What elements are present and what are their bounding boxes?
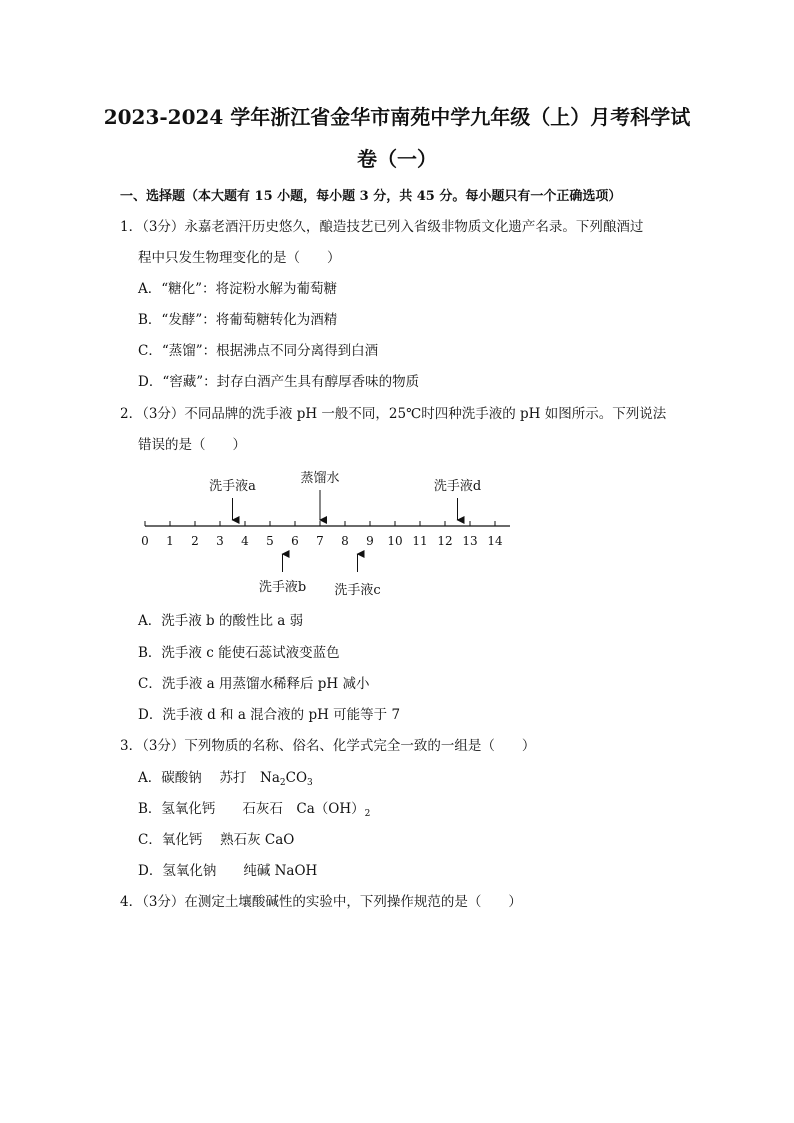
q1-stem-line-2: 程中只发生物理变化的是（ ）	[138, 250, 341, 266]
ph-marker-label: 洗手液c	[334, 583, 381, 598]
ph-marker-label: 洗手液b	[258, 580, 307, 595]
q4-stem: 4．（3分）在测定土壤酸碱性的实验中，下列操作规范的是（ ）	[120, 894, 522, 910]
q1-option-d: D．“窖藏”：封存白酒产生具有醇厚香味的物质	[138, 374, 420, 390]
ph-tick-label: 8	[341, 534, 349, 548]
q3-option-c: C．氧化钙 熟石灰 CaO	[138, 832, 295, 848]
ph-tick-label: 5	[266, 534, 274, 548]
ph-tick-label: 11	[412, 534, 428, 548]
ph-tick-label: 9	[366, 534, 374, 548]
q3-option-b-sub: 2	[364, 809, 371, 819]
section-heading: 一、选择题（本大题有 15 小题，每小题 3 分，共 45 分。每小题只有一个正确选项）	[120, 189, 622, 204]
ph-tick-label: 6	[291, 534, 299, 548]
q2-option-d: D．洗手液 d 和 a 混合液的 pH 可能等于 7	[138, 707, 401, 723]
q3-stem: 3．（3分）下列物质的名称、俗名、化学式完全一致的一组是（ ）	[120, 738, 536, 754]
q3-option-a-mid: CO	[285, 770, 308, 786]
ph-tick-label: 1	[166, 534, 174, 548]
q3-option-b	[138, 799, 370, 824]
q2-stem-line-2: 错误的是（ ）	[138, 437, 246, 453]
ph-axis-ticks	[141, 521, 503, 548]
ph-scale-figure	[130, 462, 530, 602]
q1-option-a: A．“糖化”：将淀粉水解为葡萄糖	[138, 281, 338, 297]
q3-option-a-sub1: 2	[279, 778, 286, 788]
ph-tick-label: 7	[316, 534, 324, 548]
ph-tick-label: 3	[216, 534, 224, 548]
ph-marker-label: 洗手液a	[209, 479, 256, 494]
ph-tick-label: 14	[487, 534, 503, 548]
ph-tick-label: 2	[191, 534, 199, 548]
q1-option-b: B．“发酵”：将葡萄糖转化为酒精	[138, 312, 338, 328]
q3-option-a-sub2: 3	[307, 778, 313, 788]
ph-tick-label: 10	[387, 534, 403, 548]
q3-option-b-text: B．氢氧化钙 石灰石 Ca（OH）	[138, 801, 365, 817]
ph-tick-label: 4	[241, 534, 249, 548]
ph-tick-label: 0	[141, 534, 149, 548]
q2-option-c: C．洗手液 a 用蒸馏水稀释后 pH 减小	[138, 676, 370, 692]
q2-option-b: B．洗手液 c 能使石蕊试液变蓝色	[138, 645, 340, 661]
q1-stem-line-1: 1．（3分）永嘉老酒汗历史悠久，酿造技艺已列入省级非物质文化遗产名录。下列酿酒过	[120, 219, 644, 235]
q3-option-a-text: A．碳酸钠 苏打 Na	[138, 770, 280, 786]
exam-title-line-2: 卷（一）	[357, 147, 437, 171]
q2-option-a: A．洗手液 b 的酸性比 a 弱	[138, 613, 304, 629]
ph-marker-label: 洗手液d	[433, 479, 482, 494]
ph-marker-label: 蒸馏水	[300, 471, 340, 486]
ph-tick-label: 12	[437, 534, 453, 548]
q3-option-d: D．氢氧化钠 纯碱 NaOH	[138, 863, 318, 879]
q3-option-a	[138, 768, 313, 793]
q1-option-c: C．“蒸馏”：根据沸点不同分离得到白酒	[138, 343, 379, 359]
q2-stem-line-1: 2．（3分）不同品牌的洗手液 pH 一般不同，25℃时四种洗手液的 pH 如图所示。下列说法	[120, 406, 667, 422]
exam-title-line-1: 2023-2024 学年浙江省金华市南苑中学九年级（上）月考科学试	[103, 105, 691, 129]
ph-tick-label: 13	[462, 534, 478, 548]
